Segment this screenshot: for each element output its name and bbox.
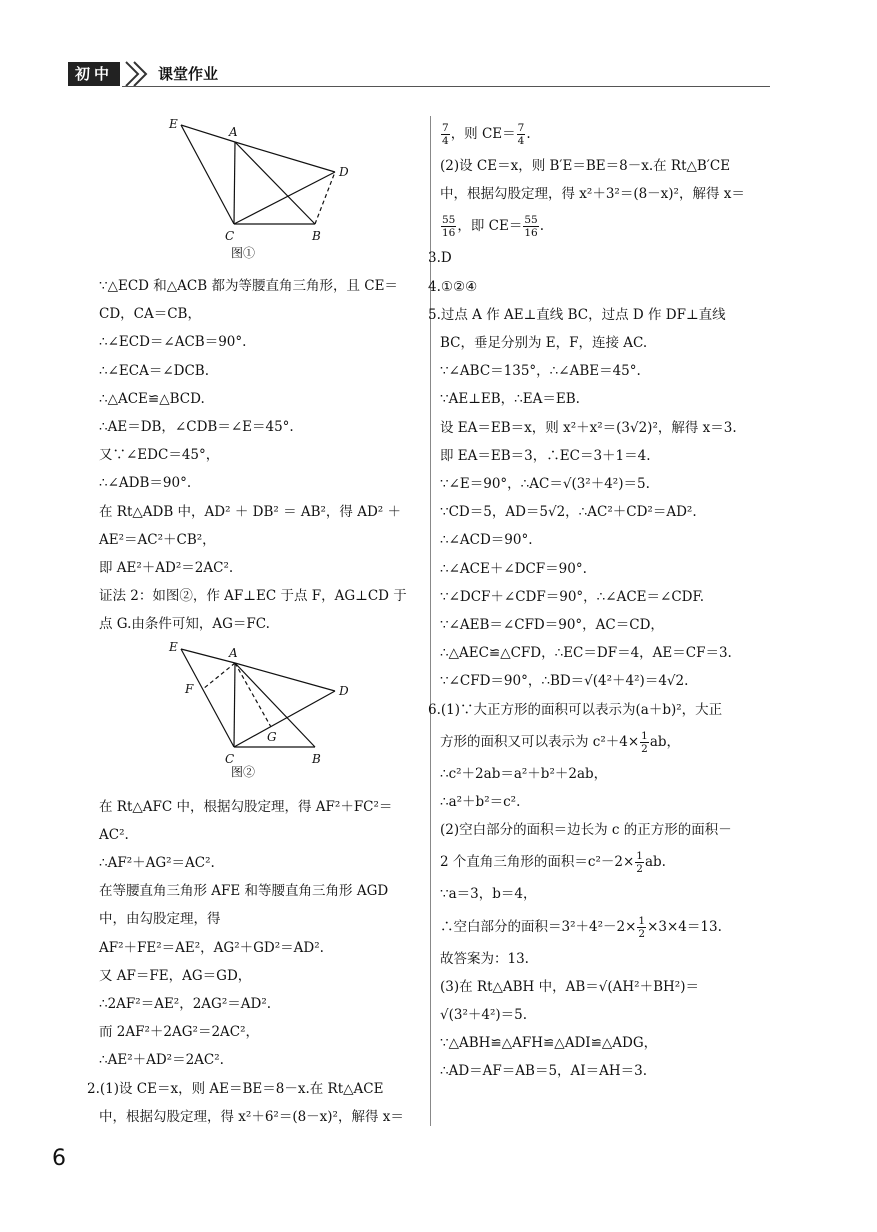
answer-line: 2.(1)设 CE＝x，则 AE＝BE＝8－x.在 Rt△ACE: [87, 1080, 384, 1097]
fraction: $\frac{1}{2}$: [641, 729, 648, 755]
proof-line: AF²＋FE²＝AE²，AG²＋GD²＝AD².: [99, 939, 324, 956]
answer-line: ∵AE⊥EB，∴EA＝EB.: [440, 391, 580, 408]
proof-line: 点 G.由条件可知，AG＝FC.: [99, 616, 270, 633]
fraction: $\frac{55}{16}$: [524, 214, 538, 240]
answer-line: ∴∠ACD＝90°.: [440, 532, 533, 549]
fraction: $\frac{1}{2}$: [638, 914, 646, 940]
label-d: D: [339, 165, 349, 179]
label-d: D: [339, 683, 349, 698]
proof-line: ∴∠ECA＝∠DCB.: [99, 362, 210, 379]
proof-line: CD，CA＝CB，: [99, 306, 201, 323]
answer-line: BC，垂足分别为 E，F，连接 AC.: [440, 335, 648, 352]
label-b: B: [312, 751, 321, 763]
answer-line: ∵CD＝5，AD＝5√2，∴AC²＋CD²＝AD².: [440, 504, 697, 521]
proof-line: 中，由勾股定理，得: [99, 911, 221, 928]
proof-line: AC².: [99, 826, 129, 843]
answer-line: (3)在 Rt△ABH 中，AB＝√(AH²＋BH²)＝: [440, 978, 699, 995]
answer-line: ∴a²＋b²＝c².: [440, 794, 521, 811]
answer-line: ∵a＝3，b＝4，: [440, 886, 537, 903]
figure-2: [163, 639, 363, 781]
answer-line: 故答案为：13.: [440, 950, 529, 967]
section-title: 课堂作业: [158, 65, 219, 83]
answer-line: 6.(1)∵大正方形的面积可以表示为(a＋b)²，大正: [428, 701, 723, 718]
answer-line: √(3²＋4²)＝5.: [440, 1007, 528, 1024]
proof-line: ∴△ACE≌△BCD.: [99, 390, 205, 407]
answer-line: 方形的面积又可以表示为 c²＋4× $\frac{1}{2}$ ab，: [440, 729, 681, 755]
proof-line: ∴∠ADB＝90°.: [99, 475, 192, 492]
answer-line: 5.过点 A 作 AE⊥直线 BC，过点 D 作 DF⊥直线: [428, 306, 726, 323]
label-g: G: [267, 729, 277, 744]
answer-line: ∵△ABH≌△AFH≌△ADI≌△ADG，: [440, 1035, 658, 1052]
label-a: A: [229, 125, 238, 139]
label-b: B: [312, 229, 321, 243]
fraction: $\frac{55}{16}$: [442, 214, 456, 240]
chevron-icon: [122, 59, 152, 89]
label-e: E: [169, 639, 178, 654]
answer-line: ∵∠DCF＋∠CDF＝90°，∴∠ACE＝∠CDF.: [440, 588, 705, 605]
answer-line: ∵∠ABC＝135°，∴∠ABE＝45°.: [440, 363, 641, 380]
proof-line: ∴AE＝DB，∠CDB＝∠E＝45°.: [99, 419, 294, 436]
proof-line: 在等腰直角三角形 AFE 和等腰直角三角形 AGD: [99, 883, 389, 900]
page-number: 6: [52, 1146, 66, 1171]
proof-line: ∴∠ECD＝∠ACB＝90°.: [99, 334, 247, 351]
answer-line: 即 EA＝EB＝3，∴EC＝3＋1＝4.: [440, 447, 651, 464]
answer-line: 中，根据勾股定理，得 x²＋6²＝(8－x)²，解得 x＝: [99, 1108, 404, 1125]
figure-1-diagram: [163, 116, 363, 244]
proof-line: ∵△ECD 和△ACB 都为等腰直角三角形，且 CE＝: [99, 278, 398, 294]
answer-line: 3.D: [428, 250, 452, 267]
fraction: $\frac{7}{4}$: [442, 122, 449, 147]
right-column: [428, 116, 770, 1086]
figure-1-caption: 图①: [230, 246, 255, 260]
answer-line: (2)设 CE＝x，则 B′E＝BE＝8－x.在 Rt△B′CE: [440, 158, 731, 174]
answer-line: ∴c²＋2ab＝a²＋b²＋2ab，: [440, 765, 608, 782]
answer-line: ∵∠E＝90°，∴AC＝√(3²＋4²)＝5.: [440, 476, 650, 493]
fraction: $\frac{1}{2}$: [636, 850, 643, 876]
label-c: C: [225, 751, 235, 763]
proof-line: 即 AE²＋AD²＝2AC².: [99, 560, 234, 577]
answer-line: $\frac{55}{16}$ ，即 CE＝ $\frac{55}{16}$ .: [442, 214, 545, 240]
left-column: [87, 116, 422, 1131]
answer-line: 中，根据勾股定理，得 x²＋3²＝(8－x)²，解得 x＝: [440, 186, 745, 203]
proof-line: AE²＝AC²＋CB²，: [99, 531, 216, 548]
proof-line: 而 2AF²＋2AG²＝2AC²，: [99, 1024, 260, 1041]
answer-line: ∴∠ACE＋∠DCF＝90°.: [440, 560, 587, 577]
answer-line: ∴空白部分的面积＝3²＋4²－2× $\frac{1}{2}$ ×3×4＝13.: [440, 914, 722, 940]
proof-line: ∴AE²＋AD²＝2AC².: [99, 1052, 224, 1069]
answer-line: $\frac{7}{4}$ ，则 CE＝ $\frac{7}{4}$ .: [442, 122, 531, 147]
answer-line: 2 个直角三角形的面积＝c²－2× $\frac{1}{2}$ ab.: [440, 850, 666, 876]
label-a: A: [229, 645, 238, 660]
proof-line: ∴AF²＋AG²＝AC².: [99, 855, 215, 872]
answer-line: ∵∠CFD＝90°，∴BD＝√(4²＋4²)＝4√2.: [440, 673, 689, 690]
answer-line: 设 EA＝EB＝x，则 x²＋x²＝(3√2)²，解得 x＝3.: [440, 419, 737, 436]
proof-line: 又∵∠EDC＝45°，: [99, 447, 220, 464]
figure-2-diagram: [163, 639, 363, 763]
answer-line: 4.①②④: [428, 278, 478, 295]
label-f: F: [185, 681, 194, 696]
label-e: E: [169, 117, 178, 131]
proof-line: ∴2AF²＝AE²，2AG²＝AD².: [99, 996, 272, 1013]
answer-line: ∴AD＝AF＝AB＝5，AI＝AH＝3.: [440, 1063, 648, 1080]
answer-line: (2)空白部分的面积＝边长为 c 的正方形的面积－: [440, 822, 732, 839]
header-rule: [122, 86, 770, 87]
figure-2-caption: 图②: [230, 764, 255, 779]
answer-line: ∴△AEC≌△CFD，∴EC＝DF＝4，AE＝CF＝3.: [440, 645, 732, 662]
page-header: [68, 62, 770, 88]
fraction: $\frac{7}{4}$: [517, 122, 525, 147]
grade-label: 初中: [68, 62, 120, 86]
proof-line: 证法 2：如图②，作 AF⊥EC 于点 F，AG⊥CD 于: [99, 588, 407, 605]
proof-line: 在 Rt△ADB 中，AD² ＋ DB² ＝ AB²，得 AD² ＋: [99, 503, 402, 520]
proof-line: 在 Rt△AFC 中，根据勾股定理，得 AF²＋FC²＝: [99, 798, 393, 815]
label-c: C: [225, 229, 235, 243]
proof-line: 又 AF＝FE，AG＝GD，: [99, 967, 252, 984]
answer-line: ∵∠AEB＝∠CFD＝90°，AC＝CD，: [440, 617, 664, 634]
figure-1: [163, 116, 363, 262]
